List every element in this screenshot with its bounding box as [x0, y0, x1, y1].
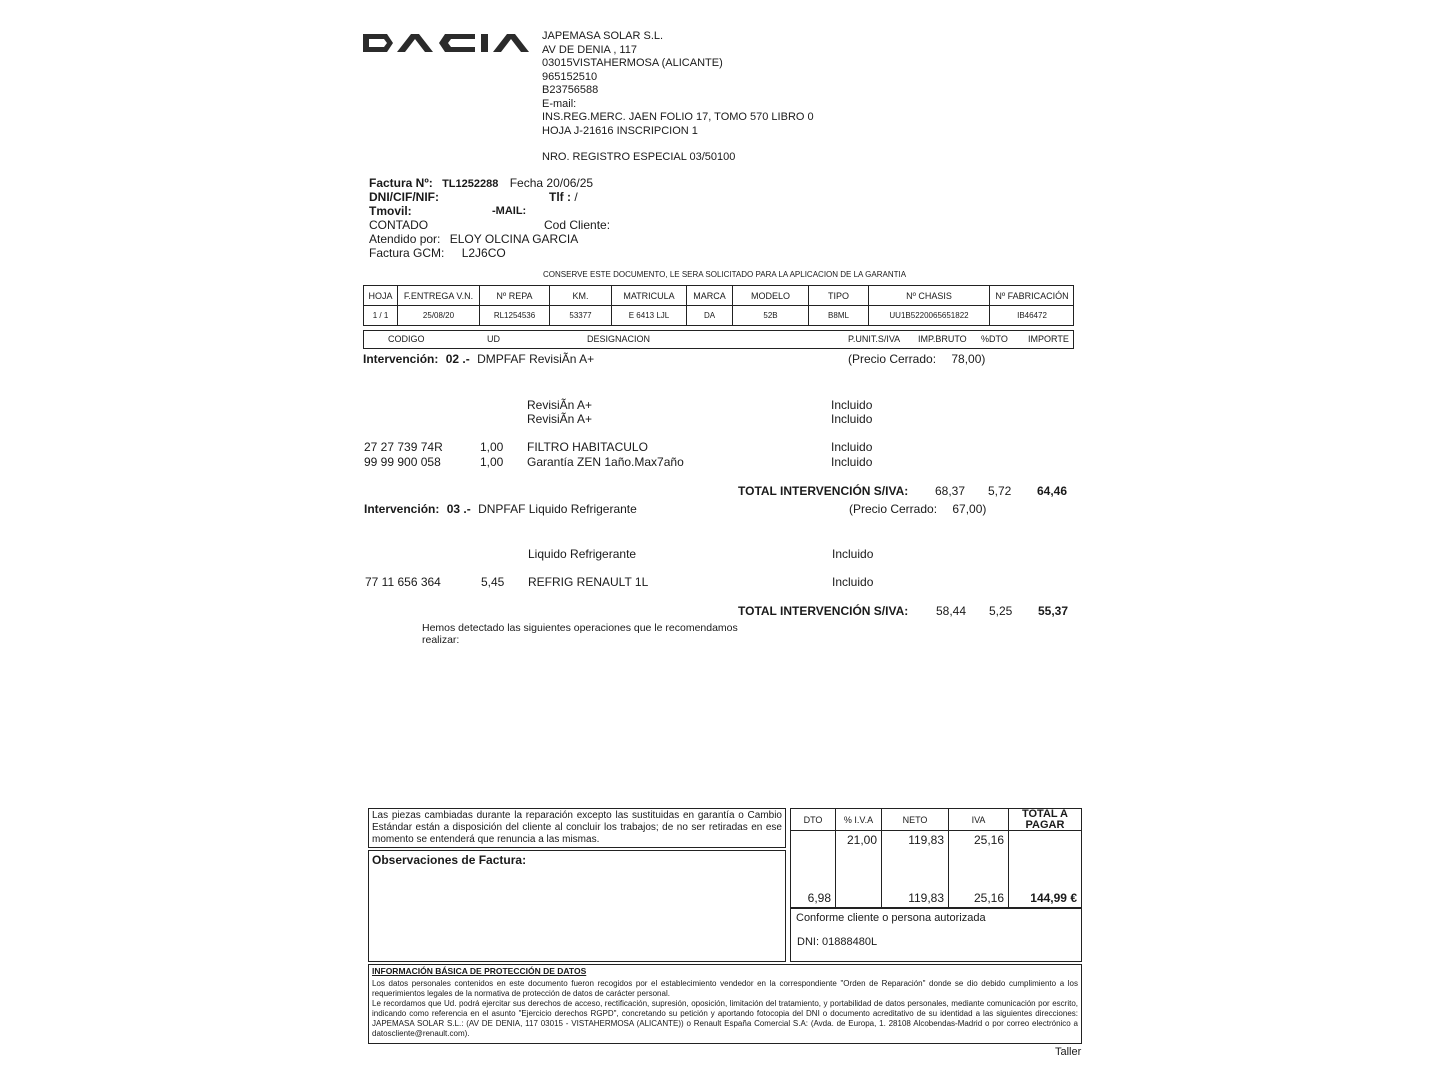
- conformity-dni: DNI: 01888480L: [797, 936, 878, 948]
- conformity-box: [790, 908, 1082, 962]
- footer-department: Taller: [1055, 1046, 1082, 1058]
- value-f-entrega: 25/08/20: [398, 306, 480, 325]
- totals-dto-value: 6,98: [807, 891, 831, 905]
- intervention-label: Intervención:: [363, 352, 439, 366]
- col-dto: %DTO: [981, 334, 1008, 344]
- data-protection-para-2: Le recordamos que Ud. podrá ejercitar sus derechos de acceso, rectificación, supresión, oposición, limitación del tratamiento, y portabilidad de datos personales, mediante comunicación por escrito, indicando como referencia en el asunto "Ejercicio derechos RGPD", concretando su petición y aportando fotocopia del DNI o documento acreditativo de su identidad a las siguientes direcciones: JAPEMASA SOLAR S.L.: (AV DE DENIA, 117 03015 - VISTAHERMOSA (ALICANTE)) o Renault España Comercial S.A: (Avda. de Europa, 1. 28108 Alcobendas-Madrid o por correo electrónico a datoscliente@renault.com).: [372, 999, 1078, 1038]
- totals-header-iva: IVA: [949, 809, 1008, 831]
- line-desc: Liquido Refrigerante: [528, 547, 637, 561]
- line-code: 27 27 739 74R: [364, 440, 443, 454]
- intervention-total-dto: 5,72: [988, 484, 1012, 498]
- observations-box: [368, 850, 786, 962]
- intervention-total-label: TOTAL INTERVENCIÓN S/IVA:: [738, 484, 909, 498]
- company-email: E-mail:: [542, 97, 577, 110]
- vehicle-table: [363, 285, 1074, 326]
- intervention-title: DMPFAF RevisiÃn A+: [477, 352, 595, 366]
- intervention-total-bruto: 68,37: [935, 484, 966, 498]
- header-marca: MARCA: [687, 286, 733, 305]
- tlf-row: [549, 190, 578, 204]
- payment-method: CONTADO: [369, 218, 429, 232]
- special-registry: NRO. REGISTRO ESPECIAL 03/50100: [542, 151, 736, 163]
- company-registry-2: HOJA J-21616 INSCRIPCION 1: [542, 124, 698, 137]
- totals-header-iva-pct: % I.V.A: [836, 809, 881, 831]
- invoice-date-label: Fecha: [509, 176, 544, 190]
- totals-neto-value: 119,83: [908, 891, 944, 905]
- totals-col-total: [1009, 809, 1081, 907]
- totals-header-total: TOTAL A PAGAR: [1009, 809, 1081, 831]
- intervention-total-dto: 5,25: [989, 604, 1013, 618]
- data-protection-para-1: Los datos personales contenidos en este documento fueron recogidos por el establecimiento vendedor en la correspondiente "Orden de Reparación" donde se dio debido cumplimiento a los requerimientos legales de la normativa de protección de datos de carácter personal.: [372, 979, 1078, 998]
- parts-notice: Las piezas cambiadas durante la reparación excepto las sustituidas en garantía o Cambio Estándar están a disposición del cliente al concluir los trabajos; de no ser retiradas en ese momento se entenderá que renuncia a las mismas.: [372, 810, 782, 845]
- company-tax-id: B23756588: [542, 84, 599, 96]
- invoice-number-label: Factura Nº:: [369, 176, 433, 190]
- invoice-number-row: [369, 176, 593, 191]
- line-price: Incluido: [831, 440, 873, 454]
- totals-col-neto: [882, 809, 949, 907]
- intervention-03-closed-price: [849, 502, 986, 516]
- closed-price: 67,00): [952, 502, 987, 516]
- tmovil-label: Tmovil:: [369, 204, 412, 218]
- col-designacion: DESIGNACION: [587, 334, 651, 344]
- line-desc: RevisiÃn A+: [527, 412, 593, 426]
- company-name: JAPEMASA SOLAR S.L.: [542, 30, 664, 42]
- totals-col-dto: [791, 809, 836, 907]
- totals-header-dto: DTO: [791, 809, 835, 831]
- line-code: 77 11 656 364: [365, 575, 441, 589]
- value-n-repa: RL1254536: [480, 306, 550, 325]
- intervention-total-importe: 64,46: [1037, 484, 1068, 498]
- closed-price: 78,00): [951, 352, 986, 366]
- conformity-label: Conforme cliente o persona autorizada: [796, 912, 986, 924]
- dni-label: DNI/CIF/NIF:: [369, 190, 439, 204]
- value-n-fabricacion: IB46472: [1017, 311, 1047, 320]
- totals-col-iva-pct: [836, 809, 882, 907]
- value-matricula: E 6413 LJL: [612, 306, 687, 325]
- warranty-note: CONSERVE ESTE DOCUMENTO, LE SERA SOLICITADO PARA LA APLICACION DE LA GARANTIA: [543, 270, 907, 279]
- value-km: 53377: [550, 306, 612, 325]
- company-address: AV DE DENIA , 117: [542, 43, 637, 56]
- header-matricula: MATRICULA: [612, 286, 687, 305]
- client-code-label: Cod Cliente:: [544, 218, 611, 232]
- totals-iva-pct-value: 21,00: [846, 833, 877, 847]
- data-protection-title: INFORMACIÓN BÁSICA DE PROTECCIÓN DE DATOS: [372, 966, 587, 976]
- parts-notice-box: [368, 808, 786, 848]
- value-hoja: 1 / 1: [364, 306, 398, 325]
- company-city: 03015VISTAHERMOSA (ALICANTE): [542, 57, 723, 69]
- intervention-number: 03 .-: [446, 502, 471, 516]
- recommendation-line-1: Hemos detectado las siguientes operaciones que le recomendamos: [422, 622, 738, 634]
- col-importe: IMPORTE: [1028, 334, 1069, 344]
- closed-price-label: (Precio Cerrado:: [848, 352, 937, 366]
- totals-total-value: 144,99 €: [1030, 891, 1077, 905]
- totals-neto-value: 119,83: [908, 833, 944, 847]
- totals-table: [790, 808, 1082, 908]
- tlf-value: /: [574, 190, 578, 204]
- data-protection-box: [368, 964, 1082, 1044]
- header-km: KM.: [550, 286, 612, 305]
- col-codigo: CODIGO: [388, 334, 425, 344]
- invoice-number: TL1252288: [442, 178, 499, 190]
- dacia-logo: [363, 30, 533, 56]
- intervention-number: 02 .-: [445, 352, 470, 366]
- header-n-chasis: Nº CHASIS: [869, 286, 990, 305]
- attended-by: ELOY OLCINA GARCIA: [449, 232, 579, 246]
- intervention-title: DNPFAF Liquido Refrigerante: [478, 502, 637, 516]
- line-desc: RevisiÃn A+: [527, 398, 593, 412]
- email-label: -MAIL:: [492, 205, 527, 217]
- line-price: Incluido: [832, 547, 874, 561]
- totals-iva-value: 25,16: [973, 833, 1004, 847]
- intervention-total-bruto: 58,44: [936, 604, 967, 618]
- intervention-label: Intervención:: [364, 502, 440, 516]
- vehicle-table-row: [364, 306, 1073, 325]
- header-hoja: HOJA: [364, 286, 398, 305]
- totals-header-neto: NETO: [882, 809, 948, 831]
- vehicle-table-header: [364, 286, 1073, 306]
- col-ud: UD: [487, 334, 500, 344]
- company-registry-1: INS.REG.MERC. JAEN FOLIO 17, TOMO 570 LIBRO 0: [542, 111, 814, 123]
- intervention-03-header: [364, 502, 637, 516]
- gcm-label: Factura GCM:: [369, 246, 445, 260]
- recommendation-line-2: realizar:: [422, 634, 460, 646]
- attended-label: Atendido por:: [369, 232, 441, 246]
- gcm-value: L2J6CO: [461, 246, 506, 260]
- gcm-row: [369, 246, 506, 260]
- line-code: 99 99 900 058: [364, 455, 441, 469]
- intervention-02-closed-price: [848, 352, 985, 366]
- intervention-02-header: [363, 352, 594, 366]
- line-ud: 1,00: [480, 455, 504, 469]
- value-tipo: B8ML: [809, 306, 869, 325]
- totals-iva-value: 25,16: [973, 891, 1004, 905]
- col-impbruto: IMP.BRUTO: [918, 334, 967, 344]
- line-price: Incluido: [831, 398, 873, 412]
- company-block: [542, 30, 814, 138]
- line-desc: Garantía ZEN 1año.Max7año: [527, 455, 684, 469]
- col-punit: P.UNIT.S/IVA: [848, 334, 901, 344]
- observations-label: Observaciones de Factura:: [372, 853, 527, 867]
- totals-col-iva: [949, 809, 1009, 907]
- header-f-entrega: F.ENTREGA V.N.: [398, 286, 480, 305]
- header-n-repa: Nº REPA: [480, 286, 550, 305]
- company-phone: 965152510: [542, 70, 598, 83]
- invoice-date: 20/06/25: [546, 176, 594, 190]
- value-n-chasis: UU1B5220065651822: [869, 306, 990, 325]
- lines-header: [363, 330, 1074, 349]
- line-ud: 5,45: [481, 575, 505, 589]
- line-price: Incluido: [831, 455, 873, 469]
- value-marca: DA: [687, 306, 733, 325]
- line-price: Incluido: [832, 575, 874, 589]
- intervention-total-importe: 55,37: [1038, 604, 1069, 618]
- header-n-fabricacion: Nº FABRICACIÓN: [995, 290, 1069, 301]
- intervention-total-label: TOTAL INTERVENCIÓN S/IVA:: [738, 604, 909, 618]
- tlf-label: Tlf :: [549, 190, 571, 204]
- closed-price-label: (Precio Cerrado:: [849, 502, 938, 516]
- line-desc: FILTRO HABITACULO: [527, 440, 648, 454]
- header-tipo: TIPO: [809, 286, 869, 305]
- attended-row: [369, 232, 578, 246]
- header-modelo: MODELO: [733, 286, 809, 305]
- line-price: Incluido: [831, 412, 873, 426]
- line-desc: REFRIG RENAULT 1L: [528, 575, 649, 589]
- value-modelo: 52B: [733, 306, 809, 325]
- line-ud: 1,00: [480, 440, 504, 454]
